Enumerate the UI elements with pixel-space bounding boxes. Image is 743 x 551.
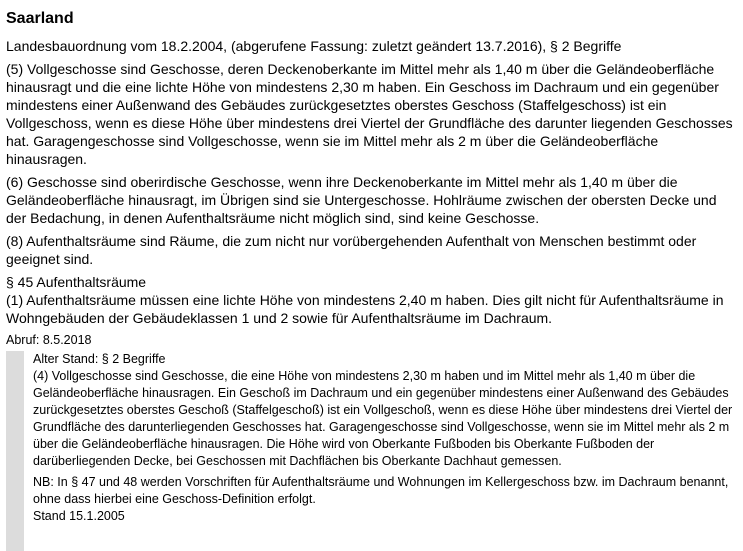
old-version-stand: Stand 15.1.2005 [33,509,125,523]
section-45-text: (1) Aufenthaltsräume müssen eine lichte Höhe von mindestens 2,40 m haben. Dies gilt nicht für Aufenthaltsräume in Wohngebäuden der Gebäudeklassen 1 und 2 sowie für Aufenthaltsräume im Dachraum. [6,292,724,326]
old-version-label: Alter Stand: § 2 Begriffe [33,352,166,366]
old-version-block [6,351,735,525]
old-version-note: NB: In § 47 und 48 werden Vorschriften für Aufenthaltsräume und Wohnungen im Kellergeschoss bzw. im Dachraum benannt, ohne dass hierbei eine Geschoss-Definition erfolgt. [33,475,729,506]
paragraph-5: (5) Vollgeschosse sind Geschosse, deren Deckenoberkante im Mittel mehr als 1,40 m über die Geländeoberfläche hinausragt und die eine lichte Höhe von mindestens 2,30 m haben. Ein Geschoss im Dachraum und ein gegenüber mindestens einer Außenwand des Gebäudes zurückgesetztes oberstes Geschoss (Staffelgeschoss) ist ein Vollgeschoss, wenn es diese Höhe über mindestens drei Viertel der Grundfläche des darunter liegenden Geschosses hat. Garagengeschosse sind Vollgeschosse, wenn sie im Mittel mehr als 2 m über die Geländeoberfläche hinausragen. [6,61,733,167]
retrieval-date: Abruf: 8.5.2018 [6,333,92,347]
document-page [6,9,735,528]
quote-bar [6,351,24,551]
intro-line: Landesbauordnung vom 18.2.2004, (abgerufene Fassung: zuletzt geändert 13.7.2016), § 2 Begriffe [6,38,622,54]
paragraph-8: (8) Aufenthaltsräume sind Räume, die zum nicht nur vorübergehenden Aufenthalt von Menschen bestimmt oder geeignet sind. [6,233,697,267]
section-45-title: § 45 Aufenthaltsräume [6,274,147,290]
paragraph-6: (6) Geschosse sind oberirdische Geschosse, wenn ihre Deckenoberkante im Mittel mehr als 1,40 m über die Geländeoberfläche hinausragt, im Übrigen sind sie Untergeschosse. Hohlräume zwischen der obersten Decke und der Bedachung, in denen Aufenthaltsräume nicht möglich sind, sind keine Geschosse. [6,174,717,226]
old-version-text: (4) Vollgeschosse sind Geschosse, die eine Höhe von mindestens 2,30 m haben und im Mittel mehr als 1,40 m über die Geländeoberfläche hinausragen. Ein Geschoß im Dachraum und ein gegenüber mindestens einer Außenwand des Gebäudes zurückgesetztes oberstes Geschoß (Staffelgeschoß) ist ein Vollgeschoß, wenn es diese Höhe über mindestens drei Viertel der Grundfläche des darunterliegenden Geschosses hat. Garagengeschosse sind Vollgeschosse, wenn sie im Mittel mehr als 2 m über die Geländeoberfläche hinausragen. Die Höhe wird von Oberkante Fußboden bis Oberkante Fußboden der darüberliegenden Decke, bei Geschossen mit Dachflächen bis Oberkante Dachhaut gemessen. [33,369,733,468]
page-title: Saarland [6,10,74,27]
